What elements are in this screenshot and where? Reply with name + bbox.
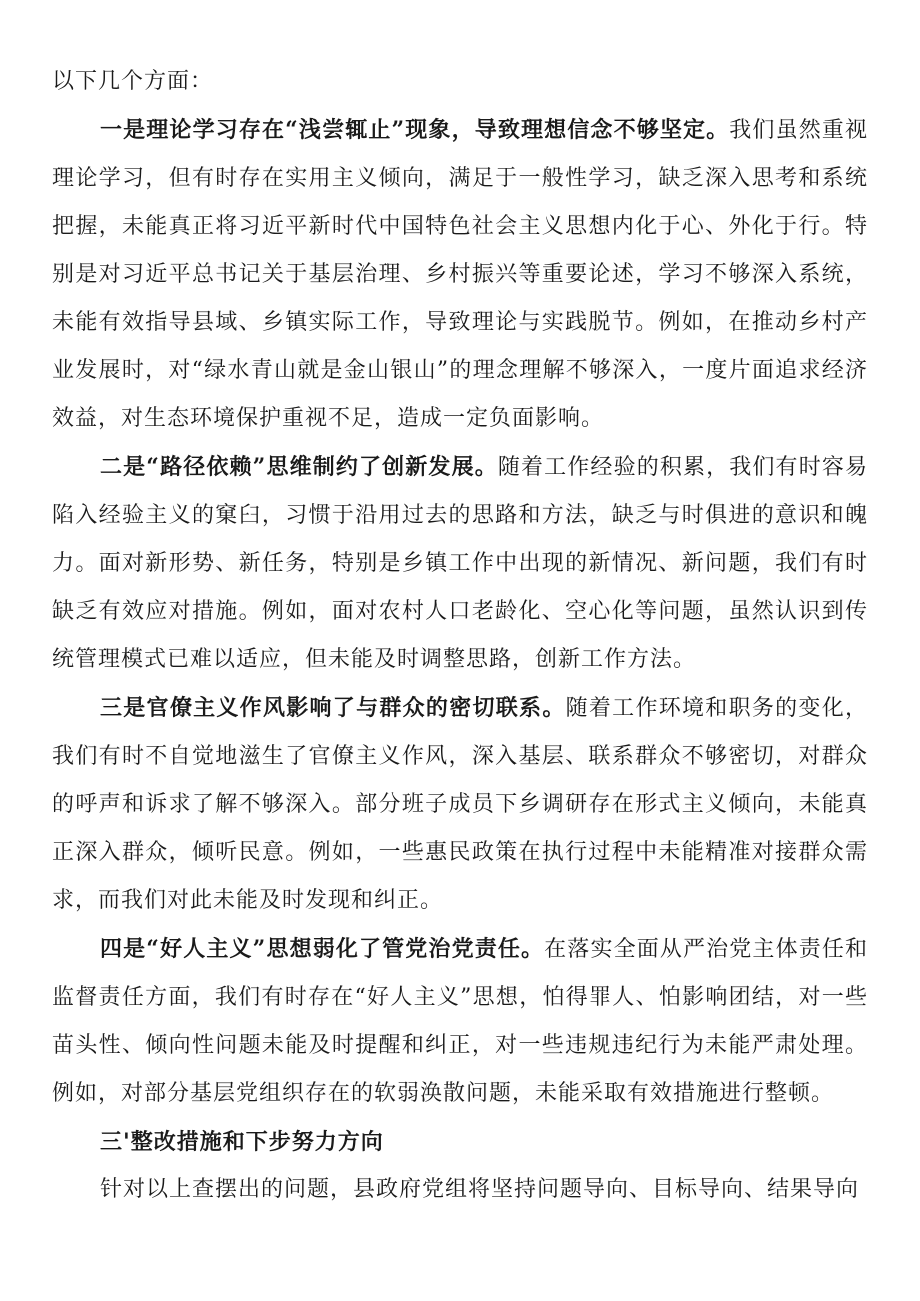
paragraph-2-body: 随着工作经验的积累，我们有时容易陷入经验主义的窠臼，习惯于沿用过去的思路和方法，缺乏与时俱进的意识和魄力。面对新形势、新任务，特别是乡镇工作中出现的新情况、新问题，我们有时缺乏有效应对措施。例如，面对农村人口老龄化、空心化等问题，虽然认识到传统管理模式已难以适应，但未能及时调整思路，创新工作方法。 bbox=[52, 455, 868, 672]
intro-line: 以下几个方面： bbox=[52, 69, 214, 94]
paragraph-4-lead: 四是“好人主义”思想弱化了管党治党责任。 bbox=[100, 936, 545, 962]
paragraph-1-lead: 一是理论学习存在“浅尝辄止”现象，导致理想信念不够坚定。 bbox=[100, 117, 730, 143]
paragraph-4 bbox=[52, 925, 868, 1118]
paragraph-4-body: 在落实全面从严治党主体责任和监督责任方面，我们有时存在“好人主义”思想，怕得罪人、怕影响团结，对一些苗头性、倾向性问题未能及时提醒和纠正，对一些违规违纪行为未能严肃处理。例如，对部分基层党组织存在的软弱涣散问题，未能采取有效措施进行整顿。 bbox=[52, 937, 868, 1106]
paragraph-3 bbox=[52, 684, 868, 925]
section-heading: 三'整改措施和下步努力方向 bbox=[100, 1129, 384, 1155]
paragraph-2 bbox=[52, 443, 868, 684]
paragraph-3-body: 随着工作环境和职务的变化，我们有时不自觉地滋生了官僚主义作风，深入基层、联系群众不够密切，对群众的呼声和诉求了解不够深入。部分班子成员下乡调研存在形式主义倾向，未能真正深入群众，倾听民意。例如，一些惠民政策在执行过程中未能精准对接群众需求，而我们对此未能及时发现和纠正。 bbox=[52, 696, 868, 913]
paragraph-2-lead: 二是“路径依赖”思维制约了创新发展。 bbox=[100, 454, 498, 480]
paragraph-1 bbox=[52, 106, 868, 443]
paragraph-1-body: 我们虽然重视理论学习，但有时存在实用主义倾向，满足于一般性学习，缺乏深入思考和系统把握，未能真正将习近平新时代中国特色社会主义思想内化于心、外化于行。特别是对习近平总书记关于基层治理、乡村振兴等重要论述，学习不够深入系统，未能有效指导县域、乡镇实际工作，导致理论与实践脱节。例如，在推动乡村产业发展时，对“绿水青山就是金山银山”的理念理解不够深入，一度片面追求经济效益，对生态环境保护重视不足，造成一定负面影响。 bbox=[52, 118, 868, 431]
closing-line: 针对以上查摆出的问题，县政府党组将坚持问题导向、目标导向、结果导向 bbox=[100, 1177, 860, 1202]
paragraph-3-lead: 三是官僚主义作风影响了与群众的密切联系。 bbox=[100, 695, 566, 721]
